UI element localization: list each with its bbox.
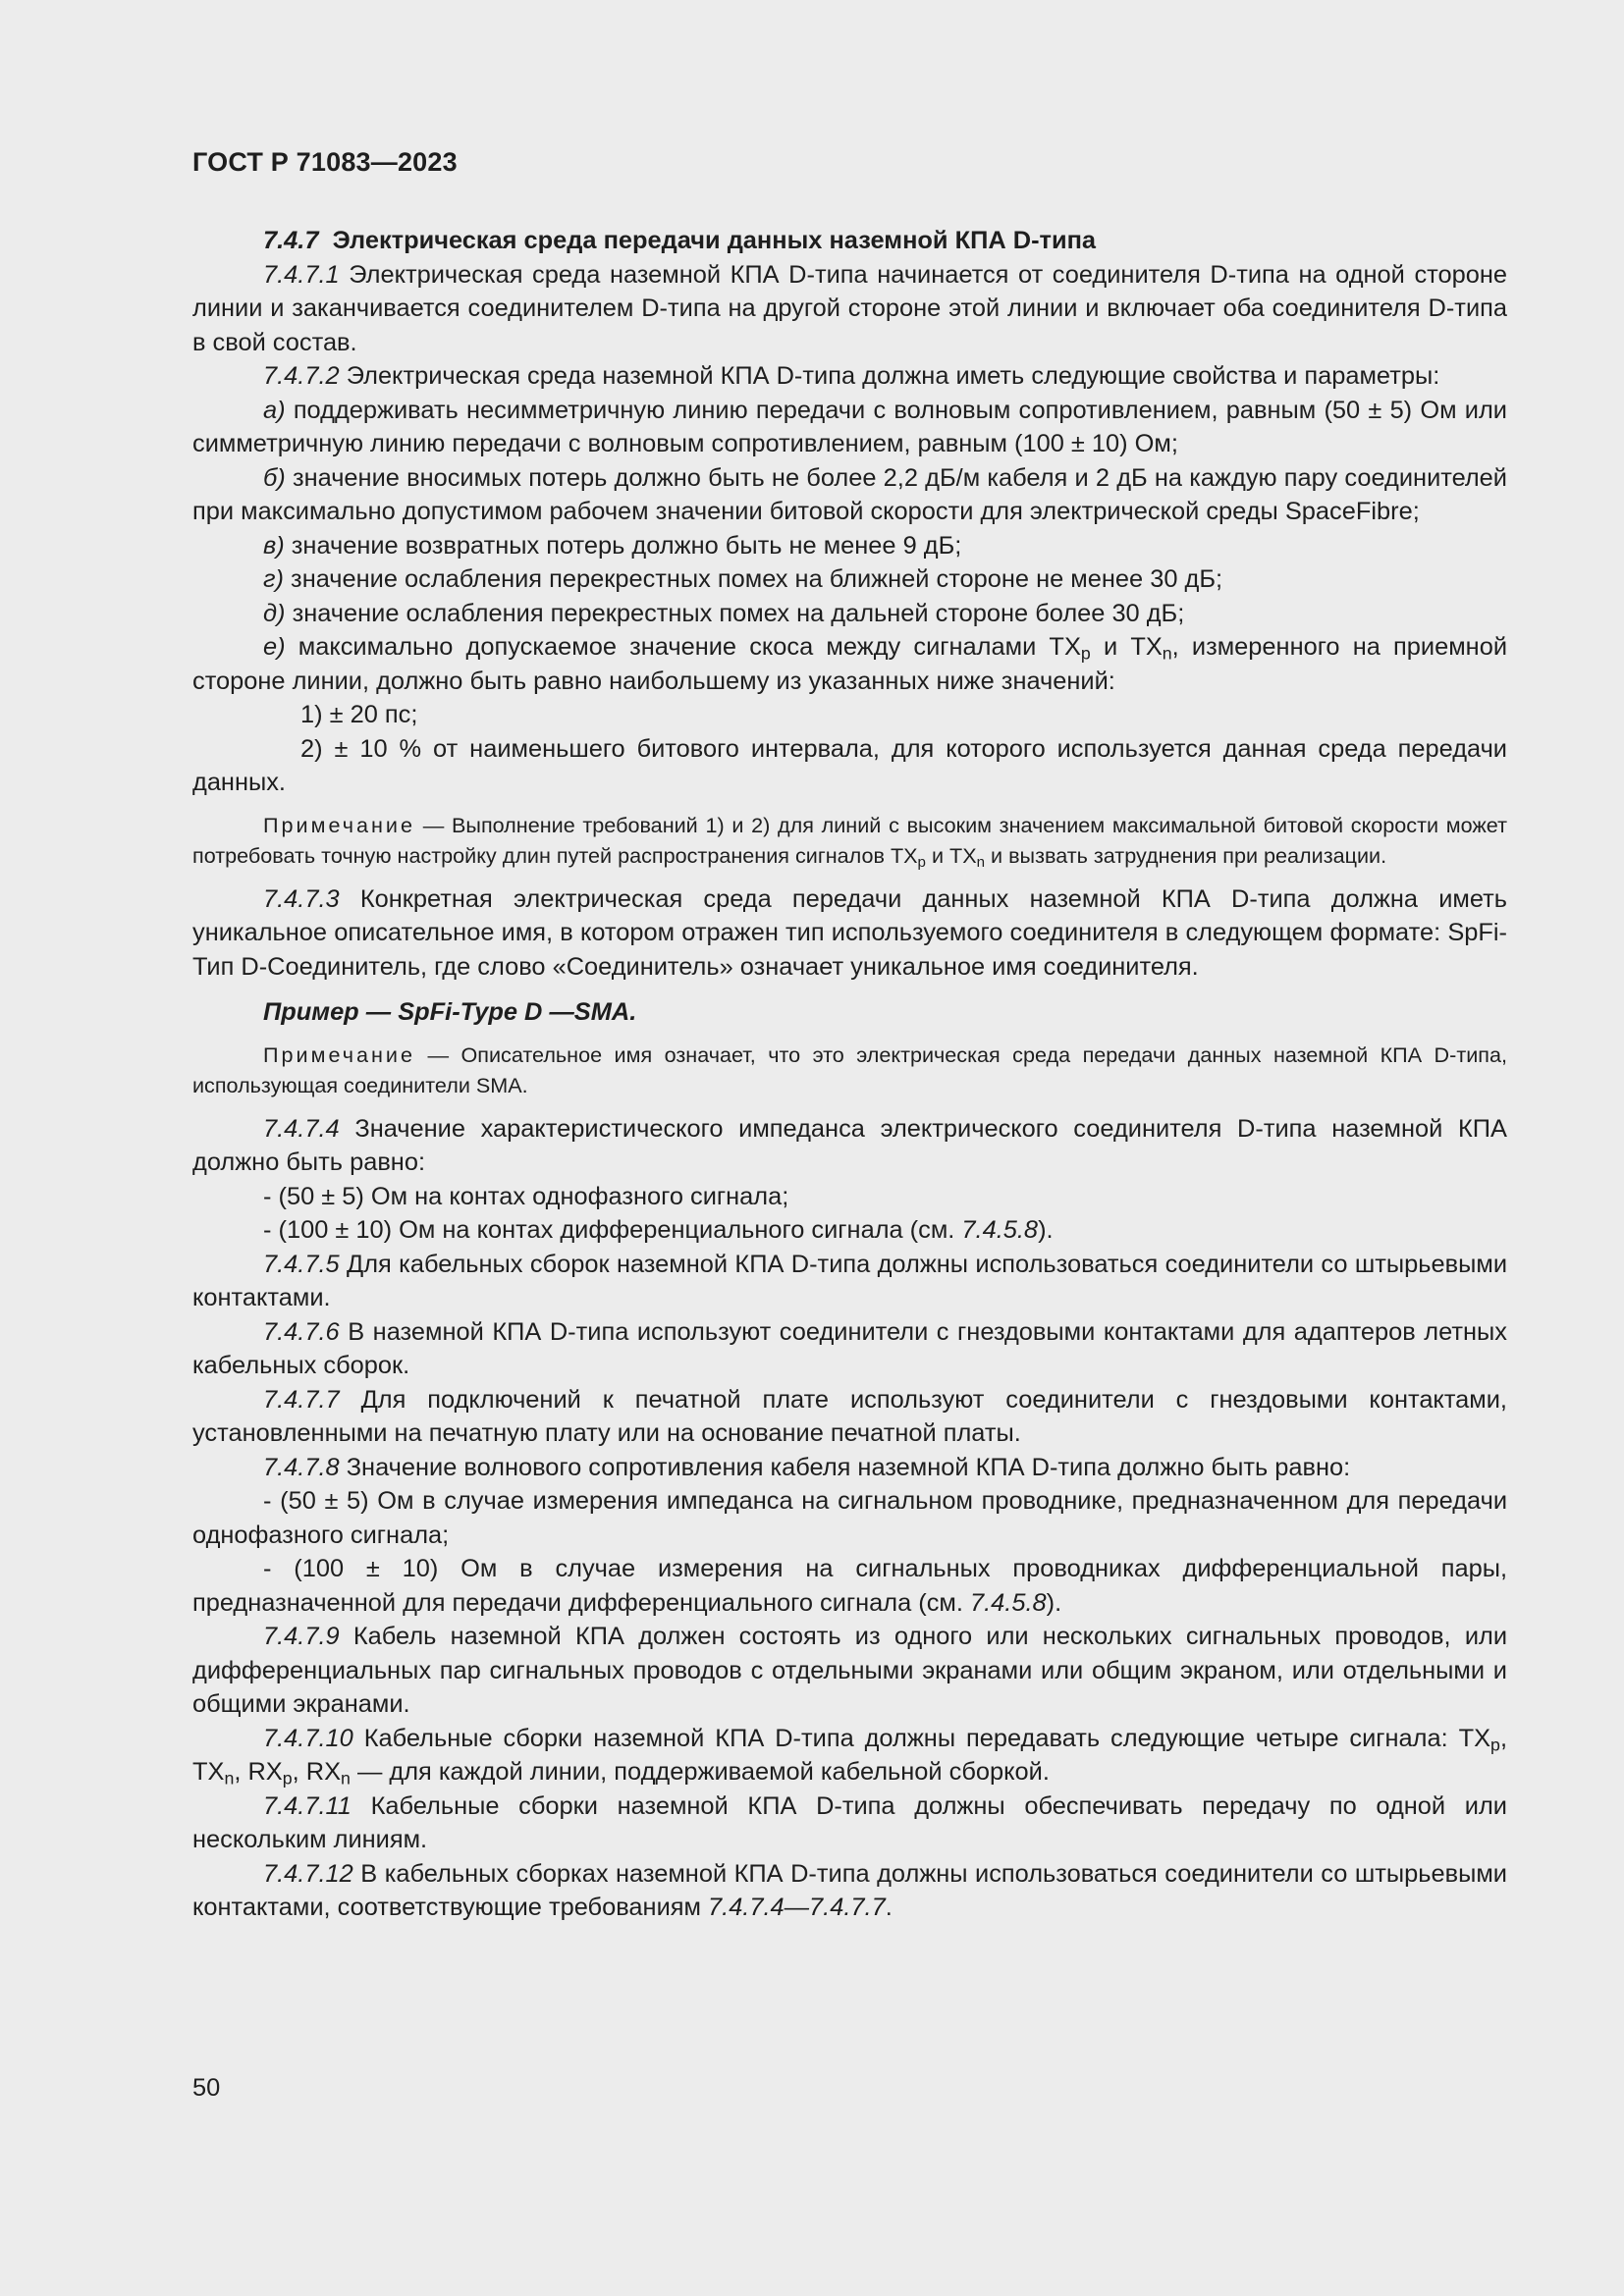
note-label: Примечание bbox=[263, 812, 415, 837]
clause-number: 7.4.7.9 bbox=[263, 1623, 340, 1650]
page-number: 50 bbox=[192, 2074, 221, 2102]
list-marker: г) bbox=[263, 565, 284, 593]
sub-item-2: 2) ± 10 % от наименьшего битового интервала, для которого используется данная среда передачи данных. bbox=[192, 734, 1507, 796]
subscript: n bbox=[341, 1768, 351, 1789]
list-marker: а) bbox=[263, 396, 286, 424]
clause-7-4-7-1 bbox=[192, 258, 1507, 360]
clause-text: Кабель наземной КПА должен состоять из одного или нескольких сигнальных проводов, или дифференциальных пар сигнальных проводов с отдельными экранами или общим экраном, или отдельными и общими экранами. bbox=[192, 1623, 1507, 1718]
clause-number: 7.4.7.3 bbox=[263, 884, 340, 913]
item-text: - (100 ± 10) Ом на контах дифференциального сигнала (см. bbox=[263, 1216, 962, 1244]
document-header: ГОСТ Р 71083—2023 bbox=[192, 147, 458, 177]
clause-7-4-7-3 bbox=[192, 882, 1507, 985]
clause-7-4-7-4-item-2 bbox=[192, 1213, 1507, 1248]
list-text: значение возвратных потерь должно быть не менее 9 дБ; bbox=[291, 531, 962, 560]
list-item-a bbox=[192, 394, 1507, 461]
clause-text: Значение характеристического импеданса электрического соединителя D-типа наземной КПА должно быть равно: bbox=[192, 1114, 1507, 1176]
item-text: ). bbox=[1038, 1216, 1054, 1244]
cross-reference: 7.4.7.4—7.4.7.7 bbox=[708, 1894, 886, 1921]
clause-7-4-7-10 bbox=[192, 1722, 1507, 1789]
list-marker: б) bbox=[263, 463, 286, 492]
cross-reference: 7.4.5.8 bbox=[961, 1216, 1039, 1244]
subscript: n bbox=[1162, 643, 1172, 664]
list-text: максимально допускаемое значение скоса между сигналами TX bbox=[298, 633, 1081, 661]
clause-7-4-7-2 bbox=[192, 359, 1507, 394]
clause-7-4-7-5 bbox=[192, 1248, 1507, 1315]
list-text: , измеренного на приемной стороне линии, должно быть равно наибольшему из указанных ниже значений: bbox=[192, 633, 1508, 695]
clause-number: 7.4.7.6 bbox=[263, 1317, 340, 1346]
clause-number: 7.4.7.10 bbox=[263, 1724, 353, 1752]
list-item-g bbox=[192, 562, 1507, 597]
example: Пример — SpFi-Type D —SMA. bbox=[263, 998, 637, 1026]
clause-text: Кабельные сборки наземной КПА D-типа должны обеспечивать передачу по одной или нескольким линиям. bbox=[192, 1791, 1507, 1853]
subscript: n bbox=[224, 1768, 235, 1789]
list-text: значение ослабления перекрестных помех на дальней стороне более 30 дБ; bbox=[292, 599, 1185, 627]
clause-number: 7.4.7.12 bbox=[263, 1859, 353, 1888]
clause-text: Для подключений к печатной плате используют соединители с гнездовыми контактами, установленными на печатную плату или на основание печатной платы. bbox=[192, 1385, 1507, 1447]
clause-text: Электрическая среда наземной КПА D-типа начинается от соединителя D-типа на одной стороне линии и заканчивается соединителем D-типа на другой стороне этой линии и включает оба соединителя D-типа в свой состав. bbox=[192, 260, 1507, 356]
clause-text: В наземной КПА D-типа используют соединители с гнездовыми контактами для адаптеров летных кабельных сборок. bbox=[192, 1317, 1507, 1379]
note-text: и TX bbox=[925, 842, 977, 868]
clause-7-4-7-7 bbox=[192, 1383, 1507, 1451]
note-1 bbox=[192, 810, 1507, 871]
note-text: — Выполнение требований 1) и 2) для линий с высоким значением максимальной битовой скорости может потребовать точную настройку длин путей распространения сигналов TX bbox=[192, 812, 1507, 868]
subscript: p bbox=[1080, 643, 1091, 664]
clause-text: — для каждой линии, поддерживаемой кабельной сборкой. bbox=[350, 1758, 1050, 1786]
note-text: — Описательное имя означает, что это электрическая среда передачи данных наземной КПА D-типа, использующая соединители SMA. bbox=[192, 1041, 1507, 1097]
clause-number: 7.4.7.8 bbox=[263, 1453, 340, 1481]
clause-text: Конкретная электрическая среда передачи данных наземной КПА D-типа должна иметь уникальное описательное имя, в котором отражен тип используемого соединителя в следующем формате: SpFi-Тип D-Соединитель, где слово «Соединитель» означает уникальное имя соединителя. bbox=[192, 884, 1507, 981]
list-marker: в) bbox=[263, 531, 285, 560]
clause-number: 7.4.7.11 bbox=[263, 1791, 352, 1820]
cross-reference: 7.4.5.8 bbox=[969, 1588, 1047, 1617]
list-item-v bbox=[192, 529, 1507, 563]
list-item-d bbox=[192, 597, 1507, 631]
clause-number: 7.4.7.2 bbox=[263, 362, 340, 390]
clause-7-4-7-12 bbox=[192, 1857, 1507, 1925]
list-text: значение ослабления перекрестных помех на ближней стороне не менее 30 дБ; bbox=[291, 565, 1223, 593]
list-marker: е) bbox=[263, 633, 286, 661]
clause-text: Кабельные сборки наземной КПА D-типа должны передавать следующие четыре сигнала: TX bbox=[363, 1724, 1491, 1752]
clause-text: , RX bbox=[292, 1758, 342, 1786]
clause-number: 7.4.7.4 bbox=[263, 1114, 340, 1143]
list-item-e bbox=[192, 630, 1507, 698]
section-title: Электрическая среда передачи данных наземной КПА D-типа bbox=[332, 227, 1097, 254]
clause-number: 7.4.7.5 bbox=[263, 1250, 340, 1278]
clause-7-4-7-4 bbox=[192, 1112, 1507, 1180]
clause-number: 7.4.7.1 bbox=[263, 260, 340, 289]
note-text: и вызвать затруднения при реализации. bbox=[985, 842, 1387, 868]
clause-7-4-7-8 bbox=[192, 1451, 1507, 1485]
clause-7-4-7-9 bbox=[192, 1620, 1507, 1722]
note-label: Примечание bbox=[263, 1041, 415, 1067]
section-number: 7.4.7 bbox=[263, 227, 319, 254]
subscript: n bbox=[976, 853, 986, 871]
clause-7-4-7-6 bbox=[192, 1315, 1507, 1383]
subscript: p bbox=[282, 1768, 293, 1789]
clause-text: В кабельных сборках наземной КПА D-типа должны использоваться соединители со штырьевыми контактами, соответствующие требованиям bbox=[192, 1859, 1507, 1921]
section-heading-7-4-7 bbox=[192, 224, 1507, 258]
clause-7-4-7-4-item-1: - (50 ± 5) Ом на контах однофазного сигнала; bbox=[263, 1182, 789, 1210]
note-2 bbox=[192, 1040, 1507, 1100]
clause-7-4-7-8-item-2 bbox=[192, 1552, 1507, 1620]
list-text: поддерживать несимметричную линию передачи с волновым сопротивлением, равным (50 ± 5) Ом или симметричную линию передачи с волновым сопротивлением, равным (100 ± 10) Ом; bbox=[192, 396, 1507, 457]
item-text: ). bbox=[1046, 1588, 1062, 1617]
document-body bbox=[192, 224, 1507, 1925]
clause-text: Электрическая среда наземной КПА D-типа должна иметь следующие свойства и параметры: bbox=[346, 362, 1440, 390]
subscript: p bbox=[917, 853, 926, 871]
list-marker: д) bbox=[263, 599, 286, 627]
clause-7-4-7-11 bbox=[192, 1789, 1507, 1857]
sub-item-1: 1) ± 20 пс; bbox=[300, 701, 418, 728]
item-text: - (100 ± 10) Ом в случае измерения на сигнальных проводниках дифференциальной пары, предназначенной для передачи дифференциального сигнала (см. bbox=[192, 1555, 1507, 1617]
list-text: значение вносимых потерь должно быть не более 2,2 дБ/м кабеля и 2 дБ на каждую пару соединителей при максимально допустимом рабочем значении битовой скорости для электрической среды SpaceFibre; bbox=[192, 463, 1507, 525]
clause-text: , TX bbox=[192, 1724, 1507, 1786]
clause-text: . bbox=[885, 1894, 893, 1921]
clause-number: 7.4.7.7 bbox=[263, 1385, 340, 1414]
list-item-b bbox=[192, 461, 1507, 529]
clause-text: Значение волнового сопротивления кабеля наземной КПА D-типа должно быть равно: bbox=[346, 1453, 1351, 1481]
clause-7-4-7-8-item-1: - (50 ± 5) Ом в случае измерения импеданса на сигнальном проводнике, предназначенном для передачи однофазного сигнала; bbox=[192, 1487, 1507, 1549]
clause-text: Для кабельных сборок наземной КПА D-типа должны использоваться соединители со штырьевыми контактами. bbox=[192, 1250, 1507, 1311]
list-text: и TX bbox=[1090, 633, 1163, 661]
clause-text: , RX bbox=[234, 1758, 283, 1786]
subscript: p bbox=[1490, 1734, 1500, 1754]
